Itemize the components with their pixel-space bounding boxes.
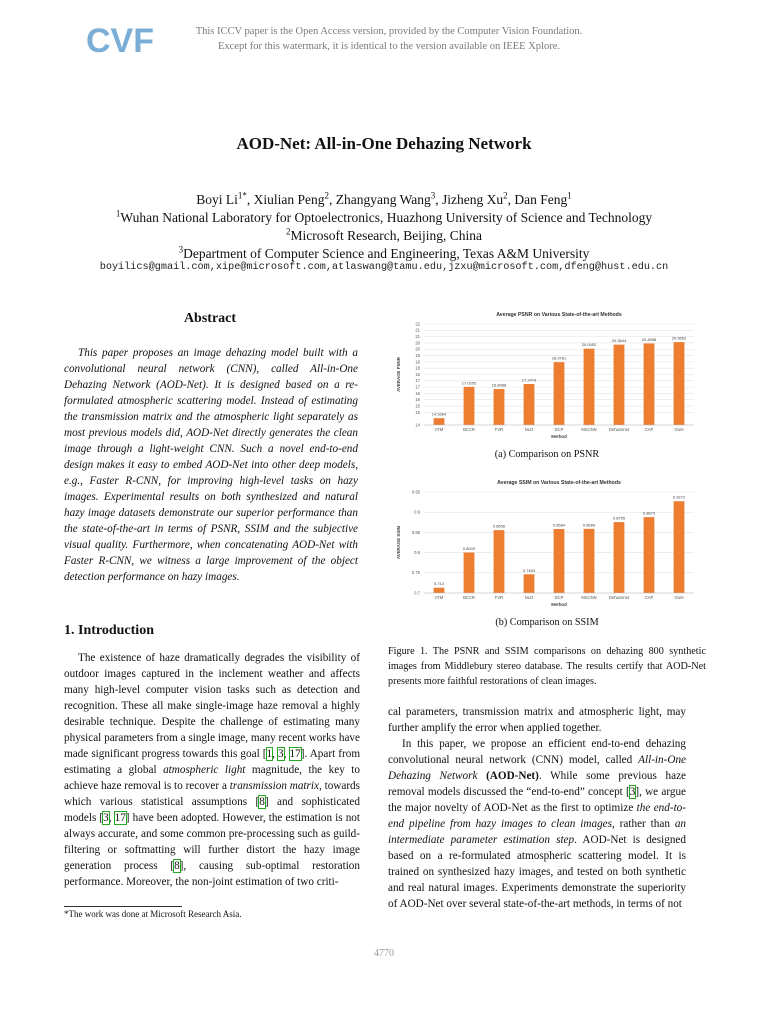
data-label: 16.8488 [491,382,507,388]
subcaption-psnr: (a) Comparison on PSNR [494,449,600,460]
chart-title: Average SSIM on Various State-of-the-art Methods [497,480,621,486]
y-tick-label: 16 [415,390,420,396]
data-label: 0.8584 [552,522,566,528]
y-tick-label: 0.9 [414,509,420,515]
abstract-heading: Abstract [183,311,237,326]
data-label: 20.4598 [641,336,657,342]
x-tick-label: ATM [434,427,444,432]
x-tick-label: Ours [674,427,684,432]
x-tick-label: NLD [524,427,534,432]
y-tick-label: 15 [415,403,420,409]
paragraph: In this paper, we propose an efficient end-to-end dehazing convolutional neural network (CNN) model, called All-in-One Dehazing Network (AOD-Net). While some previous haze removal models discussed the “end-to-end” concept [3], we argue the major novelty of AOD-Net as the first to optimize the end-to-end pipeline from hazy images to clean images, rather than an intermediate parameter estimation step. AOD-Net is designed based on a re-formulated atmospheric scattering model. It is trained on synthesized hazy images, and tested on both synthetic and real natural images. Experiments demonstrate the superiority of AOD-Net over several state-of-the-art methods, in terms of not [388,738,686,910]
y-tick-label: 17 [415,378,420,384]
bar [494,389,505,425]
data-label: 17.0205 [461,380,477,386]
y-axis-label: AVERAGE PSNR [396,357,401,392]
y-tick-label: 16 [415,397,420,403]
citation-link[interactable]: 8 [259,796,265,808]
data-label: 18.9781 [551,355,567,361]
x-tick-label: DCP [554,595,564,600]
y-tick-label: 22 [415,321,420,327]
bar [584,349,595,425]
x-tick-label: MSCNN [581,595,597,600]
citation-link[interactable]: 8 [174,860,180,872]
y-tick-label: 18 [415,371,420,377]
data-label: 20.5652 [671,335,687,341]
watermark [160,24,618,54]
data-label: 17.2479 [521,377,537,383]
citation-link[interactable]: 17 [114,812,126,824]
data-label: 0.8755 [612,515,626,521]
data-label: 0.713 [433,581,445,587]
bar [464,552,475,593]
y-tick-label: 0.85 [411,529,420,535]
data-label: 20.0452 [581,342,597,348]
citation-link[interactable]: 3 [103,812,109,824]
affiliation-2: $^2$Microsoft Research, Beijing, China [285,226,483,243]
subcaption-ssim: (b) Comparison on SSIM [495,617,599,628]
x-tick-label: CAP [644,595,654,600]
cvf-logo-text: CVF [86,22,154,60]
citation-link[interactable]: 3 [629,786,636,798]
citation-link[interactable]: 3 [278,748,284,760]
bar [524,384,535,425]
x-tick-label: NLD [524,595,534,600]
y-axis-label: AVERAGE SSIM [396,525,401,560]
x-tick-label: Dehazenet [608,595,630,600]
bar [614,345,625,425]
author-emails: boyilics@gmail.com,xipe@microsoft.com,atlaswang@tamu.edu,jzxu@microsoft.com,dfeng@hust.edu.cn [99,262,669,273]
watermark-line-2: Except for this watermark, it is identical to the version available on IEEE Xplore. [217,41,560,52]
footnote: *The work was done at Microsoft Research Asia. [64,909,242,919]
y-tick-label: 14 [415,422,420,428]
y-tick-label: 0.8 [414,550,420,555]
bar [554,529,565,593]
x-tick-label: Ours [674,595,684,600]
chart-title: Average PSNR on Various State-of-the-art Methods [496,312,622,318]
y-tick-label: 0.7 [414,590,420,596]
y-tick-label: 21 [415,334,420,340]
bar [494,530,505,593]
x-tick-label: DCP [554,427,564,432]
bar [644,343,655,425]
x-tick-label: FVR [494,595,504,600]
intro-heading: 1. Introduction [64,623,154,638]
y-tick-label: 20 [415,340,420,346]
x-tick-label: MSCNN [581,427,597,432]
bar [464,387,475,425]
y-tick-label: 15 [415,409,420,415]
paper-title: AOD-Net: All-in-One Dehazing Network [236,134,532,153]
x-tick-label: FVR [494,427,504,432]
watermark-line-1: This ICCV paper is the Open Access version, provided by the Computer Vision Foundation. [195,26,583,37]
bar [584,529,595,593]
page-number: 4770 [374,948,394,959]
y-tick-label: 19 [415,359,420,365]
data-label: 0.7463 [522,567,536,573]
figure-caption: Figure 1. The PSNR and SSIM comparisons on dehazing 800 synthetic images from Middlebury stereo database. The results certify that AOD-Net presents more faithful restorations of clean images. [388,646,706,687]
x-axis-label: Method [551,602,567,607]
cvf-logo [84,18,154,60]
data-label: 14.5364 [431,411,447,417]
bar [554,362,565,425]
authors: Boyi $Li^{1*}$, Xiulian Peng$^2$, Zhangyang Wang$^3$, Jizheng Xu$^2$, Dan Feng$^1$ [196,190,572,207]
data-label: 0.8879 [642,510,656,516]
data-label: 0.9272 [672,494,686,500]
x-tick-label: BCCR [463,595,475,600]
abstract-text: This paper proposes an image dehazing model built with a convolutional neural network (CNN), called All-in-One Dehazing Network (AOD-Net). It is designed based on a re-formulated atmospheric scattering model. Instead of estimating the transmission matrix and the atmospheric light separately as most previous models did, AOD-Net directly generates the clean image through a light-weight CNN. Such a novel end-to-end design makes it easy to embed AOD-Net into other deep models, e.g., Faster R-CNN, for improving high-level tasks on hazy images. Experimental results on both synthesized and natural hazy image datasets demonstrate our superior performance than the state-of-the-art in terms of PSNR, SSIM and the subjective visual quality. Furthermore, when concatenating AOD-Net with Faster R-CNN, we witness a large improvement of the object detection performance on hazy images. [64,347,358,583]
bar [434,588,445,593]
y-tick-label: 19 [415,352,420,358]
x-tick-label: BCCR [463,427,475,432]
y-tick-label: 0.95 [411,489,420,495]
x-tick-label: Dehazenet [608,427,630,432]
y-tick-label: 0.75 [411,570,420,576]
bar [434,418,445,425]
right-column-text [388,704,686,912]
intro-paragraph: The existence of haze dramatically degrades the visibility of outdoor images captured in the inclement weather and affects many high-level computer vision tasks such as detection and recognition. These all make single-image haze removal a highly desirable technique. Despite the challenge of estimating many physical parameters from a single image, many recent works have made significant progress towards this goal [1, 3, 17]. Apart from estimating a global atmospheric light magnitude, the key to achieve haze removal is to recover a transmission matrix, towards which various statistical assumptions [8] and sophisticated models [3, 17] have been adopted. However, the estimation is not always accurate, and some common pre-processing such as guild-filtering or softmatting will further distort the hazy image generation process [8], causing sub-optimal restoration performance. Moreover, the non-joint estimation of two criti- [64,652,361,888]
data-label: 20.3644 [611,338,627,344]
citation-link[interactable]: 17 [289,748,301,760]
bar [644,517,655,593]
x-tick-label: CAP [644,427,654,432]
paragraph: cal parameters, transmission matrix and atmospheric light, may further amplify the error when applied together. [388,706,686,734]
data-label: 0.8589 [582,522,596,528]
y-tick-label: 18 [415,365,420,371]
bar [524,574,535,593]
citation-link[interactable]: 1 [266,748,273,760]
x-axis-label: Method [551,434,567,439]
bar [674,501,685,593]
footnote-rule [64,906,182,907]
psnr-bar-chart [388,310,706,444]
data-label: 0.8556 [492,523,506,529]
affiliation-1: $^1$Wuhan National Laboratory for Optoelectronics, Huazhong University of Science and Technology [115,208,653,225]
bar [674,342,685,425]
bar [614,522,625,593]
x-tick-label: ATM [434,595,444,600]
y-tick-label: 20 [415,346,420,352]
ssim-bar-chart [388,480,706,610]
y-tick-label: 17 [415,384,420,390]
y-tick-label: 21 [415,327,420,333]
affiliation-3: $^3$Department of Computer Science and Engineering, Texas A&M University [178,244,590,261]
data-label: 0.8003 [462,545,476,551]
